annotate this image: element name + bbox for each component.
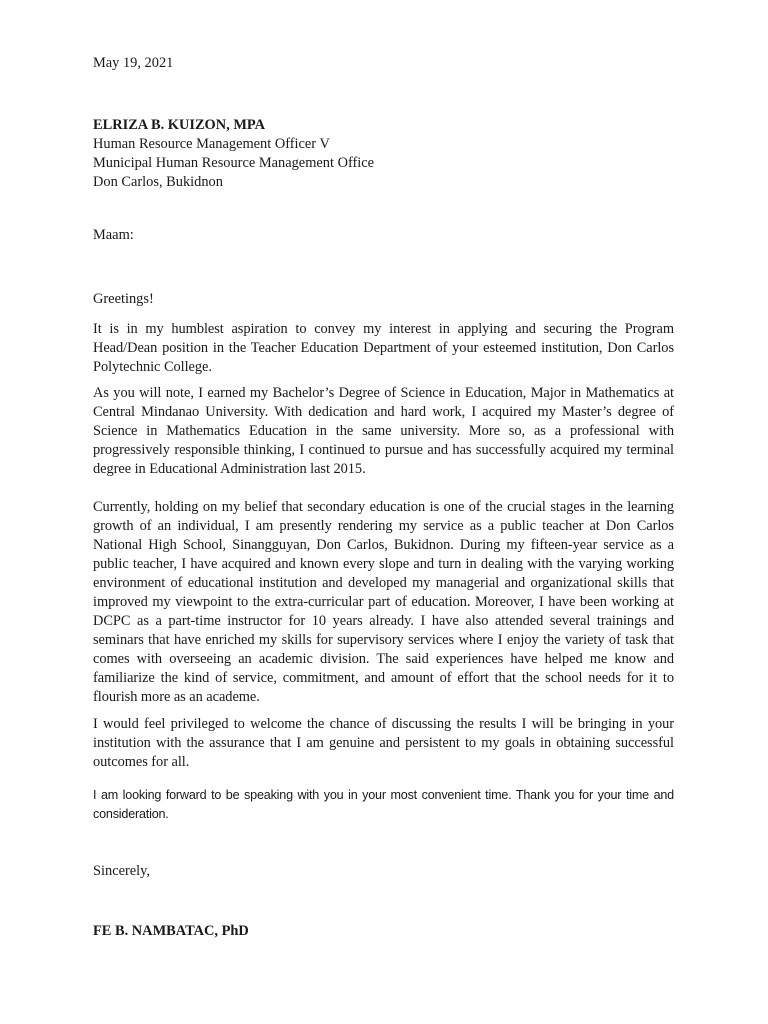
recipient-address: Don Carlos, Bukidnon: [93, 174, 223, 190]
paragraph-intent: It is in my humblest aspiration to convey my interest in applying and securing the Program Head/Dean position in the Teacher Education Department of your esteemed institution, Don Carlos Polytechnic College.: [93, 321, 674, 375]
recipient-name: ELRIZA B. KUIZON, MPA: [93, 117, 266, 133]
paragraph-closing-remark: I am looking forward to be speaking with you in your most convenient time. Thank you for your time and consideration.: [93, 788, 674, 821]
letter-date: May 19, 2021: [93, 55, 174, 71]
recipient-block: [93, 116, 674, 192]
recipient-title: Human Resource Management Officer V: [93, 136, 330, 152]
paragraph-education: As you will note, I earned my Bachelor’s Degree of Science in Education, Major in Mathematics at Central Mindanao University. With dedication and hard work, I acquired my Master’s degree of Science in Mathematics Education in the same university. More so, as a professional with progressively responsible thinking, I continued to pursue and has successfully acquired my terminal degree in Educational Administration last 2015.: [93, 385, 674, 477]
paragraph-privilege: I would feel privileged to welcome the chance of discussing the results I will be bringing in your institution with the assurance that I am genuine and persistent to my goals in obtaining successful outcomes for all.: [93, 716, 674, 770]
salutation: Maam:: [93, 227, 134, 243]
signature-name: FE B. NAMBATAC, PhD: [93, 923, 249, 939]
recipient-office: Municipal Human Resource Management Office: [93, 155, 375, 171]
greeting: Greetings!: [93, 291, 154, 307]
closing: Sincerely,: [93, 863, 151, 879]
paragraph-experience: Currently, holding on my belief that secondary education is one of the crucial stages in the learning growth of an individual, I am presently rendering my service as a public teacher at Don Carlos National High School, Sinangguyan, Don Carlos, Bukidnon. During my fifteen-year service as a public teacher, I have acquired and known every slope and turn in dealing with the varying working environment of educational institution and developed my managerial and organizational skills that improved my viewpoint to the extra-curricular part of education. Moreover, I have been working at DCPC as a part-time instructor for 10 years already. I have also attended several trainings and seminars that have enriched my skills for supervisory services where I enjoy the variety of task that comes with overseeing an academic division. The said experiences have helped me know and familiarize the kind of service, commitment, and amount of effort that the school needs for it to flourish more as an academe.: [93, 499, 674, 705]
